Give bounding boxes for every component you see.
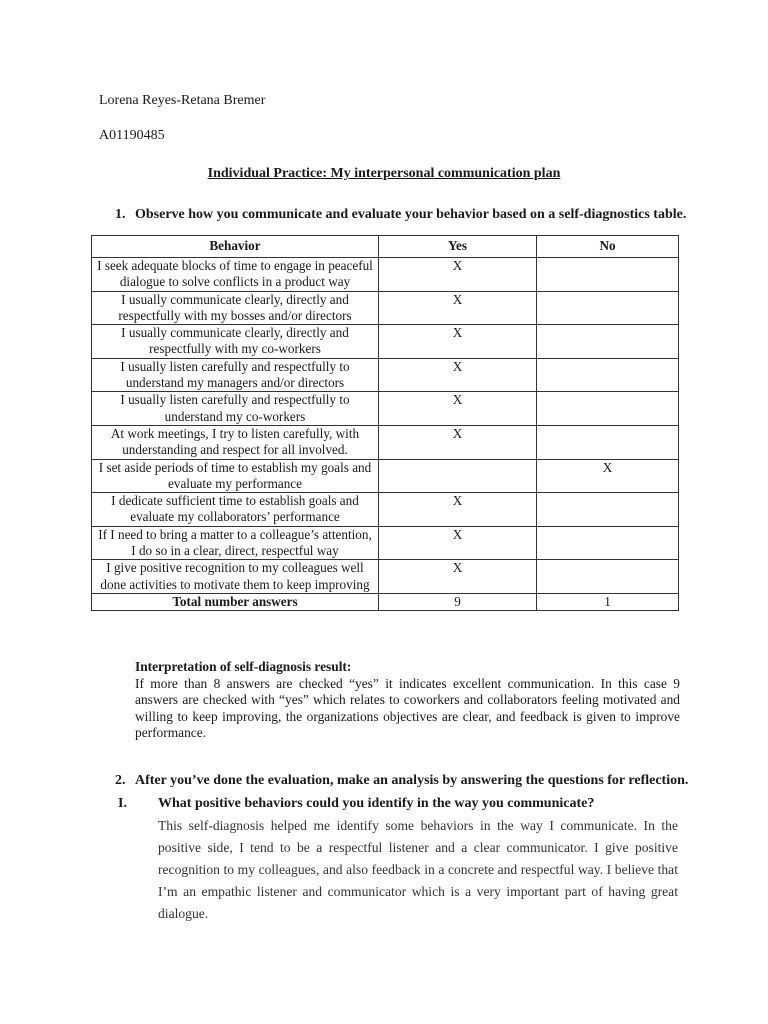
yes-cell: X [379, 291, 537, 325]
no-cell [537, 325, 679, 359]
table-row [92, 493, 679, 527]
total-label: Total number answers [92, 593, 379, 610]
yes-cell [379, 459, 537, 493]
total-yes: 9 [379, 593, 537, 610]
table-row [92, 291, 679, 325]
no-cell [537, 291, 679, 325]
yes-cell: X [379, 560, 537, 594]
total-no: 1 [537, 593, 679, 610]
yes-cell: X [379, 425, 537, 459]
table-row [92, 392, 679, 426]
subquestion-1-answer: This self-diagnosis helped me identify some behaviors in the way I communicate. In the positive side, I tend to be a respectful listener and a clear communicator. I give positive recognition to my colleagues, and also feedback in a concrete and respectful way. I believe that I’m an empathic listener and communicator which is a very important part of having great dialogue. [158, 818, 678, 921]
table-row [92, 358, 679, 392]
question-2-number: 2. [115, 773, 126, 788]
behavior-cell: I usually communicate clearly, directly and respectfully with my bosses and/or directors [92, 291, 379, 325]
interpretation-text: If more than 8 answers are checked “yes” it indicates excellent communication. In this case 9 answers are checked with “yes” which relates to coworkers and collaborators feeling motivated and willing to keep improving, the organizations objectives are clear, and feedback is given to improve performance. [135, 675, 680, 740]
yes-cell: X [379, 392, 537, 426]
header-behavior: Behavior [92, 236, 379, 258]
subquestion-1-text: What positive behaviors could you identify in the way you communicate? [158, 796, 595, 811]
table-row [92, 459, 679, 493]
question-2-text: After you’ve done the evaluation, make an analysis by answering the questions for reflection. [135, 773, 689, 788]
subquestion-1 [118, 796, 594, 812]
yes-cell: X [379, 358, 537, 392]
no-cell [537, 392, 679, 426]
behavior-cell: I usually listen carefully and respectfully to understand my co-workers [92, 392, 379, 426]
yes-cell: X [379, 325, 537, 359]
behavior-cell: I dedicate sufficient time to establish goals and evaluate my collaborators’ performance [92, 493, 379, 527]
no-cell [537, 258, 679, 292]
table-header-row [92, 236, 679, 258]
no-cell [537, 493, 679, 527]
behavior-cell: I seek adequate blocks of time to engage in peaceful dialogue to solve conflicts in a product way [92, 258, 379, 292]
interpretation-heading: Interpretation of self-diagnosis result: [135, 659, 352, 674]
no-cell: X [537, 459, 679, 493]
question-2 [115, 773, 688, 789]
no-cell [537, 560, 679, 594]
student-id: A01190485 [99, 128, 165, 143]
interpretation-section [135, 659, 680, 742]
header-no: No [537, 236, 679, 258]
table-row [92, 258, 679, 292]
no-cell [537, 358, 679, 392]
table-row [92, 526, 679, 560]
behavior-cell: At work meetings, I try to listen carefully, with understanding and respect for all involved. [92, 425, 379, 459]
document-title: Individual Practice: My interpersonal communication plan [207, 166, 561, 181]
no-cell [537, 526, 679, 560]
table-row [92, 425, 679, 459]
header-yes: Yes [379, 236, 537, 258]
yes-cell: X [379, 258, 537, 292]
table-total-row [92, 593, 679, 610]
table-row [92, 560, 679, 594]
question-1-number: 1. [115, 207, 126, 222]
table-row [92, 325, 679, 359]
behavior-cell: I set aside periods of time to establish my goals and evaluate my performance [92, 459, 379, 493]
no-cell [537, 425, 679, 459]
self-diagnostics-table [91, 235, 679, 611]
question-1 [115, 207, 686, 223]
yes-cell: X [379, 526, 537, 560]
subquestion-1-number: I. [118, 796, 127, 811]
behavior-cell: If I need to bring a matter to a colleague’s attention, I do so in a clear, direct, respectful way [92, 526, 379, 560]
author-name: Lorena Reyes-Retana Bremer [99, 93, 266, 108]
yes-cell: X [379, 493, 537, 527]
behavior-cell: I usually listen carefully and respectfully to understand my managers and/or directors [92, 358, 379, 392]
behavior-cell: I usually communicate clearly, directly and respectfully with my co-workers [92, 325, 379, 359]
question-1-text: Observe how you communicate and evaluate your behavior based on a self-diagnostics table. [135, 207, 687, 222]
behavior-cell: I give positive recognition to my colleagues well done activities to motivate them to keep improving [92, 560, 379, 594]
